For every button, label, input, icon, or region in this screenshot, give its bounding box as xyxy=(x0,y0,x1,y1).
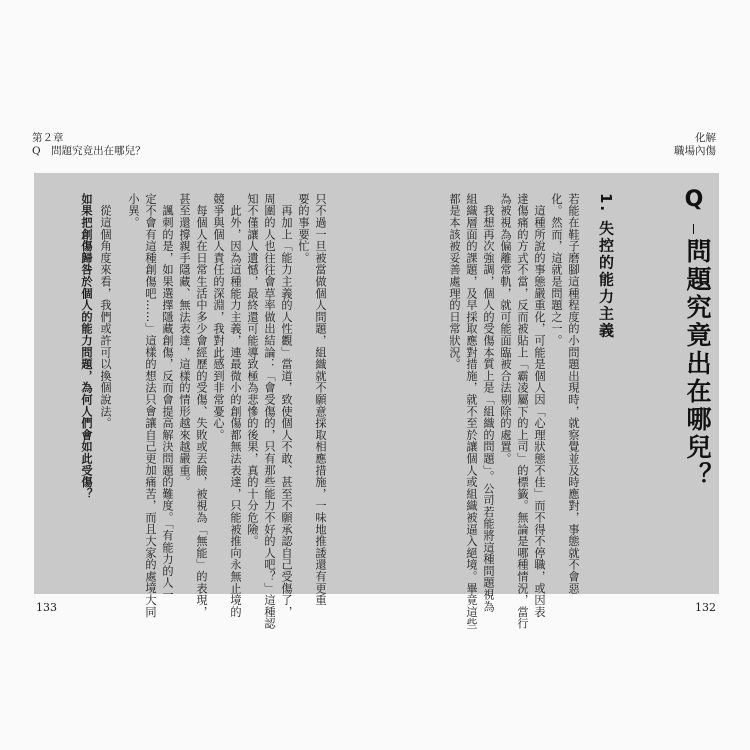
left-page-line-8: 每個人在日常生活中多少會經歷的受傷、失敗或丟臉，被視為「無能」的表現， xyxy=(195,193,208,618)
book-title-line1: 化解 xyxy=(695,132,716,144)
left-page-line-10: 諷刺的是，如果選擇隱藏創傷，反而會提高解決問題的難度。「有能力的人一 xyxy=(161,193,174,601)
left-page-line-11: 定不會有這種創傷吧……」這樣的想法只會讓自己更加痛苦，而且大家的處境大同 xyxy=(144,193,157,618)
right-page-line-6: 我想再次強調，個人的受傷本質上是「組織的問題」。公司若能將這種問題視為 xyxy=(482,193,495,613)
left-page-line-1: 只不過一旦被當做個人問題，組織就不願意採取相應措施，一味地推諉還有更重 xyxy=(314,193,327,606)
right-page-line-4: 達傷痛的方式不當，反而被貼上「霸凌屬下的上司」的標籤。無論是哪種情況，當行 xyxy=(516,193,529,630)
right-page-line-8: 都是本該被妥善處理的日常狀況。 xyxy=(448,193,461,370)
right-page-line-2: 化。然而，這就是問題之一。 xyxy=(550,193,563,347)
left-running-header xyxy=(32,132,146,158)
left-page-line-13: 從這個角度來看，我們或許可以換個說法。 xyxy=(99,193,112,429)
chapter-label: 第２章 xyxy=(32,132,64,144)
right-page-line-3: 這種所說的事態嚴重化，可能是個人因「心理狀態不佳」而不得不停職，或因表 xyxy=(533,193,546,618)
book-title-line2: 職場內傷 xyxy=(674,145,716,157)
right-page-line-7: 組織層面的課題，及早採取應對措施，就不至於讓個人或組織被逼入絕境。畢竟這些 xyxy=(465,193,478,630)
right-running-header xyxy=(674,132,716,158)
left-page-line-3: 再加上「能力主義的人性觀」當道，致使個人不敢、甚至不願承認自己受傷了， xyxy=(280,193,293,618)
question-divider xyxy=(693,224,694,234)
section-heading: 1. 失控的能力主義 xyxy=(597,193,615,340)
right-page-line-5: 為被視為偏離常軌，就可能面臨被合法剔除的處置。 xyxy=(499,193,512,465)
left-page-line-6: 此外，因為這種能力主義，連最微小的創傷都無法表達，只能被推向永無止境的 xyxy=(229,193,242,618)
question-mark-label: Q xyxy=(684,186,704,212)
left-page-line-9: 甚至還撐親手隱藏、無法表達，這樣的情形越來越嚴重。 xyxy=(178,193,191,488)
left-page-line-12: 小異。 xyxy=(127,193,140,229)
left-page-line-7: 競爭與個人責任的深淵，我對此感到非常憂心。 xyxy=(212,193,225,441)
left-page-line-5: 知不僅讓人遺憾，最終還可能導致極為悲慘的後果，真的十分危險。 xyxy=(246,193,259,547)
page-number-right: 132 xyxy=(695,601,716,614)
chapter-question-title: Q 問題究竟出在哪兒？ xyxy=(32,145,146,157)
right-page-line-1: 若能在鞋子磨腳這種程度的小問題出現時，就察覺並及時應對，事態就不會惡 xyxy=(567,193,580,595)
left-page-line-2: 要的事要忙。 xyxy=(297,193,310,264)
question-title: 問題究竟出在哪兒？ xyxy=(683,238,712,490)
left-page-line-4: 周圍的人也往往會草率做出結論：「會受傷的，只有那些能力不好的人吧？」這種認 xyxy=(263,193,276,630)
page-number-left: 133 xyxy=(36,601,57,614)
left-page-emphasis-line: 如果把創傷歸咎於個人的能力問題，為何人們會如此受傷？ xyxy=(80,193,93,500)
